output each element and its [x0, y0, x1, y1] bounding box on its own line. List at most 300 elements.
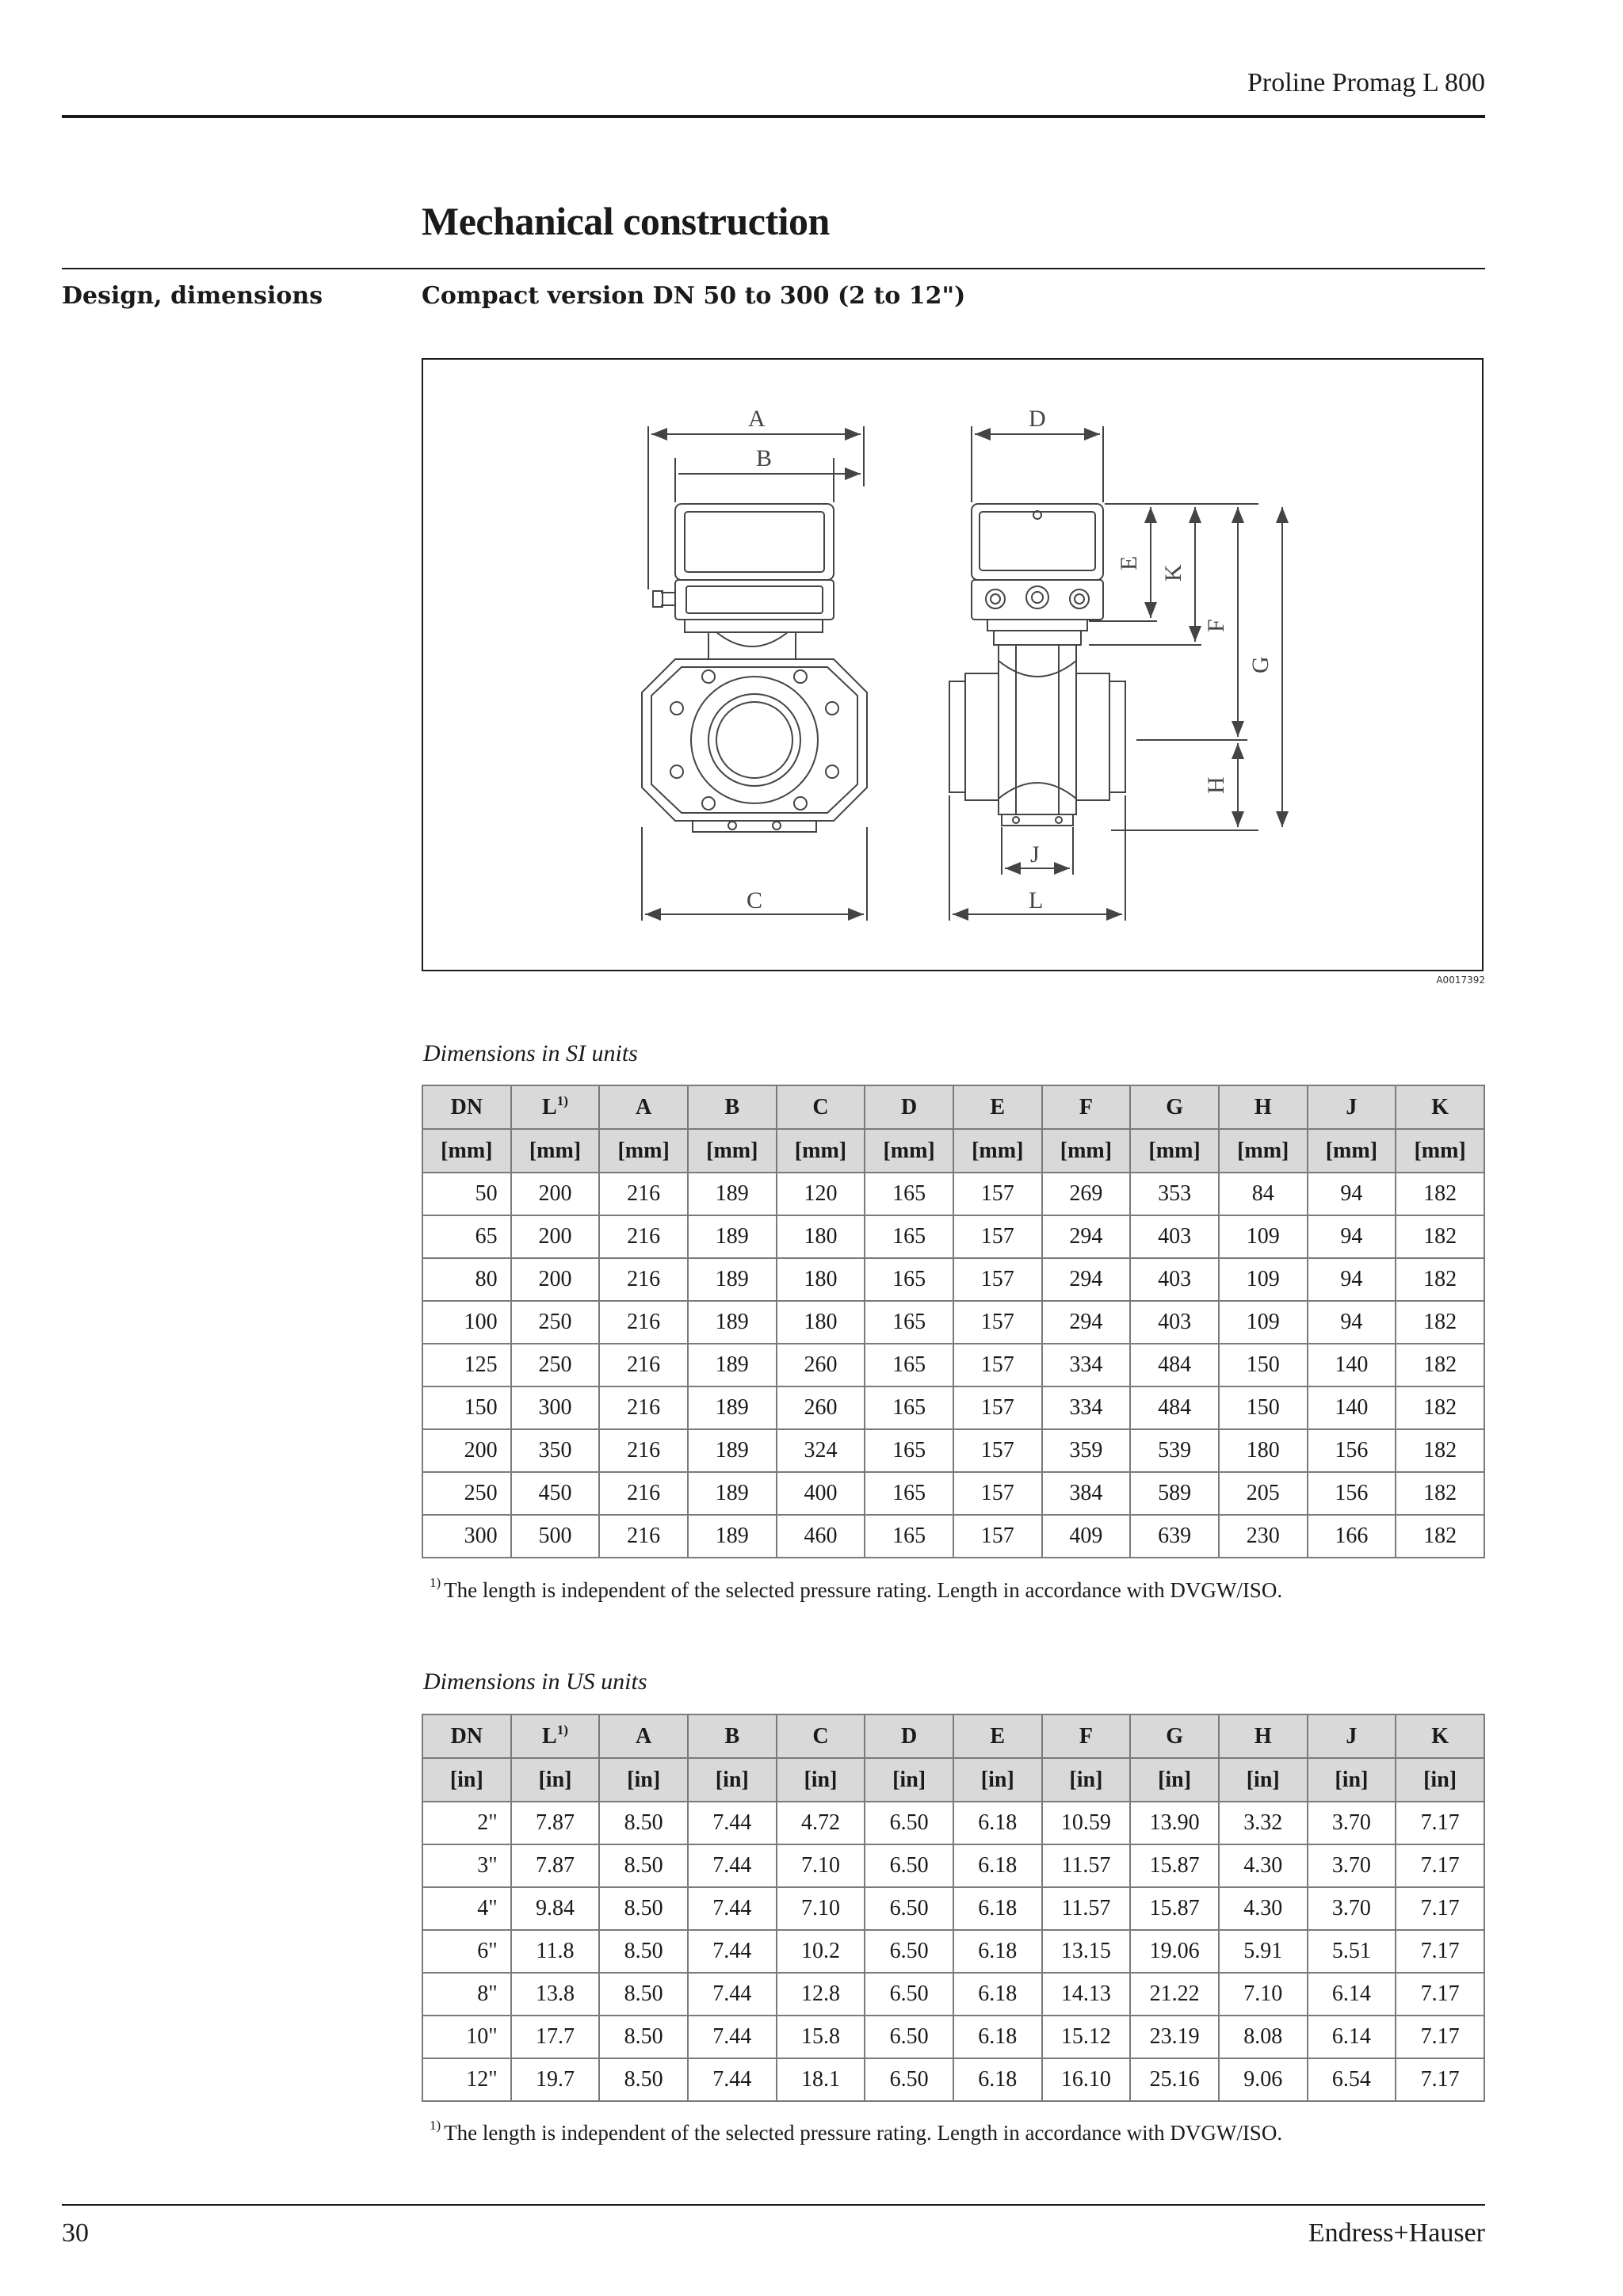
value-cell: 216	[599, 1472, 688, 1515]
column-header-label: K	[1431, 1723, 1449, 1749]
unit-cell: [mm]	[1219, 1129, 1308, 1173]
column-header	[865, 1714, 953, 1758]
value-cell: 109	[1219, 1301, 1308, 1344]
column-header-label: G	[1166, 1723, 1183, 1749]
value-cell: 140	[1308, 1344, 1396, 1386]
value-cell: 165	[865, 1258, 953, 1301]
value-cell: 294	[1042, 1215, 1131, 1258]
column-header	[1396, 1714, 1484, 1758]
value-cell: 157	[953, 1215, 1042, 1258]
value-cell: 109	[1219, 1215, 1308, 1258]
value-cell: 3.70	[1308, 1887, 1396, 1930]
value-cell: 7.87	[511, 1802, 600, 1844]
value-cell: 180	[777, 1215, 865, 1258]
value-cell: 269	[1042, 1173, 1131, 1215]
value-cell: 182	[1396, 1472, 1484, 1515]
column-header-label: L	[542, 1723, 557, 1749]
side-label: Design, dimensions	[62, 282, 323, 310]
column-header	[422, 1714, 511, 1758]
dim-label-e: E	[1116, 555, 1142, 570]
unit-cell: [mm]	[688, 1129, 777, 1173]
value-cell: 180	[777, 1258, 865, 1301]
value-cell: 165	[865, 1386, 953, 1429]
dim-label-f: F	[1203, 619, 1229, 632]
dim-label-k: K	[1160, 564, 1186, 582]
unit-cell: [in]	[1308, 1758, 1396, 1802]
value-cell: 180	[777, 1301, 865, 1344]
value-cell: 7.44	[688, 2016, 777, 2058]
unit-cell: [mm]	[953, 1129, 1042, 1173]
table-row	[422, 2058, 1484, 2101]
footer-divider	[62, 2204, 1485, 2206]
value-cell: 15.87	[1130, 1844, 1219, 1887]
value-cell: 5.51	[1308, 1930, 1396, 1973]
value-cell: 15.87	[1130, 1887, 1219, 1930]
value-cell: 11.57	[1042, 1887, 1131, 1930]
value-cell: 182	[1396, 1515, 1484, 1558]
value-cell: 353	[1130, 1173, 1219, 1215]
value-cell: 6.50	[865, 1930, 953, 1973]
value-cell: 157	[953, 1429, 1042, 1472]
column-header-label: A	[636, 1723, 652, 1749]
value-cell: 25.16	[1130, 2058, 1219, 2101]
value-cell: 182	[1396, 1429, 1484, 1472]
dn-cell: 8"	[422, 1973, 511, 2016]
column-header	[1130, 1714, 1219, 1758]
value-cell: 8.50	[599, 1802, 688, 1844]
column-header	[953, 1085, 1042, 1129]
value-cell: 324	[777, 1429, 865, 1472]
table-row	[422, 1930, 1484, 1973]
value-cell: 7.17	[1396, 2016, 1484, 2058]
dn-cell: 4"	[422, 1887, 511, 1930]
value-cell: 589	[1130, 1472, 1219, 1515]
column-header	[599, 1085, 688, 1129]
unit-cell: [mm]	[1042, 1129, 1131, 1173]
value-cell: 94	[1308, 1258, 1396, 1301]
column-header-label: F	[1079, 1723, 1093, 1749]
table-row	[422, 1887, 1484, 1930]
si-footnote-text: The length is independent of the selected pressure rating. Length in accordance with DVGW/ISO.	[444, 1578, 1283, 1602]
si-footnote	[430, 1575, 1283, 1603]
table-row	[422, 1844, 1484, 1887]
us-table-caption: Dimensions in US units	[423, 1669, 647, 1695]
value-cell: 7.44	[688, 1844, 777, 1887]
column-header-label: DN	[450, 1094, 483, 1119]
value-cell: 205	[1219, 1472, 1308, 1515]
dim-label-l: L	[1029, 887, 1044, 913]
value-cell: 150	[1219, 1386, 1308, 1429]
column-header-label: C	[812, 1723, 829, 1749]
value-cell: 7.44	[688, 2058, 777, 2101]
unit-cell: [in]	[422, 1758, 511, 1802]
dn-cell: 80	[422, 1258, 511, 1301]
value-cell: 13.15	[1042, 1930, 1131, 1973]
value-cell: 7.17	[1396, 1887, 1484, 1930]
unit-cell: [in]	[865, 1758, 953, 1802]
value-cell: 189	[688, 1515, 777, 1558]
value-cell: 120	[777, 1173, 865, 1215]
figure-code: A0017392	[1436, 974, 1485, 986]
value-cell: 7.17	[1396, 2058, 1484, 2101]
column-header-label: E	[990, 1094, 1006, 1119]
value-cell: 7.44	[688, 1973, 777, 2016]
value-cell: 156	[1308, 1472, 1396, 1515]
column-header	[1042, 1714, 1131, 1758]
value-cell: 165	[865, 1301, 953, 1344]
value-cell: 21.22	[1130, 1973, 1219, 2016]
column-header-label: C	[812, 1094, 829, 1119]
value-cell: 294	[1042, 1301, 1131, 1344]
value-cell: 6.50	[865, 1887, 953, 1930]
value-cell: 165	[865, 1215, 953, 1258]
value-cell: 140	[1308, 1386, 1396, 1429]
si-table-caption: Dimensions in SI units	[423, 1040, 638, 1066]
column-header	[688, 1085, 777, 1129]
value-cell: 6.14	[1308, 2016, 1396, 2058]
column-header-label: H	[1254, 1094, 1272, 1119]
column-header-label: J	[1346, 1094, 1358, 1119]
column-header	[1130, 1085, 1219, 1129]
unit-cell: [in]	[953, 1758, 1042, 1802]
column-header-label: A	[636, 1094, 652, 1119]
value-cell: 6.14	[1308, 1973, 1396, 2016]
value-cell: 8.50	[599, 2058, 688, 2101]
section-title: Mechanical construction	[422, 199, 830, 243]
dim-label-a: A	[748, 406, 766, 432]
unit-cell: [mm]	[777, 1129, 865, 1173]
value-cell: 294	[1042, 1258, 1131, 1301]
column-header	[1042, 1085, 1131, 1129]
value-cell: 150	[1219, 1344, 1308, 1386]
value-cell: 403	[1130, 1258, 1219, 1301]
value-cell: 4.72	[777, 1802, 865, 1844]
value-cell: 189	[688, 1301, 777, 1344]
value-cell: 13.90	[1130, 1802, 1219, 1844]
value-cell: 9.06	[1219, 2058, 1308, 2101]
unit-cell: [mm]	[599, 1129, 688, 1173]
value-cell: 12.8	[777, 1973, 865, 2016]
value-cell: 8.50	[599, 1887, 688, 1930]
value-cell: 182	[1396, 1301, 1484, 1344]
dn-cell: 3"	[422, 1844, 511, 1887]
value-cell: 94	[1308, 1301, 1396, 1344]
value-cell: 157	[953, 1258, 1042, 1301]
value-cell: 4.30	[1219, 1887, 1308, 1930]
value-cell: 6.50	[865, 2016, 953, 2058]
value-cell: 359	[1042, 1429, 1131, 1472]
column-header-label: B	[724, 1723, 740, 1749]
column-header	[777, 1714, 865, 1758]
value-cell: 165	[865, 1429, 953, 1472]
value-cell: 84	[1219, 1173, 1308, 1215]
value-cell: 4.30	[1219, 1844, 1308, 1887]
value-cell: 403	[1130, 1301, 1219, 1344]
value-cell: 260	[777, 1386, 865, 1429]
column-header	[865, 1085, 953, 1129]
section-divider	[62, 268, 1485, 269]
value-cell: 189	[688, 1386, 777, 1429]
value-cell: 300	[511, 1386, 600, 1429]
dn-cell: 200	[422, 1429, 511, 1472]
value-cell: 216	[599, 1258, 688, 1301]
side-body	[999, 645, 1076, 814]
column-header	[599, 1714, 688, 1758]
value-cell: 182	[1396, 1173, 1484, 1215]
dn-cell: 6"	[422, 1930, 511, 1973]
value-cell: 165	[865, 1472, 953, 1515]
value-cell: 5.91	[1219, 1930, 1308, 1973]
value-cell: 157	[953, 1173, 1042, 1215]
column-header-label: B	[724, 1094, 740, 1119]
column-header	[1219, 1085, 1308, 1129]
us-footnote	[430, 2118, 1283, 2145]
side-housing	[972, 504, 1103, 580]
subsection-title: Compact version DN 50 to 300 (2 to 12")	[422, 282, 966, 310]
value-cell: 189	[688, 1344, 777, 1386]
value-cell: 165	[865, 1515, 953, 1558]
column-header-label: J	[1346, 1723, 1358, 1749]
value-cell: 334	[1042, 1386, 1131, 1429]
unit-cell: [mm]	[1130, 1129, 1219, 1173]
value-cell: 6.50	[865, 1844, 953, 1887]
header-footnote-mark: 1)	[556, 1722, 568, 1737]
value-cell: 182	[1396, 1344, 1484, 1386]
value-cell: 14.13	[1042, 1973, 1131, 2016]
value-cell: 11.8	[511, 1930, 600, 1973]
value-cell: 7.17	[1396, 1802, 1484, 1844]
value-cell: 165	[865, 1344, 953, 1386]
column-header-label: D	[900, 1723, 918, 1749]
unit-cell: [mm]	[511, 1129, 600, 1173]
value-cell: 484	[1130, 1386, 1219, 1429]
value-cell: 216	[599, 1215, 688, 1258]
value-cell: 157	[953, 1515, 1042, 1558]
column-header-label: F	[1079, 1094, 1093, 1119]
unit-cell: [in]	[777, 1758, 865, 1802]
column-header-label: H	[1254, 1723, 1272, 1749]
column-header-label: G	[1166, 1094, 1183, 1119]
value-cell: 13.8	[511, 1973, 600, 2016]
column-header-label: DN	[450, 1723, 483, 1749]
value-cell: 403	[1130, 1215, 1219, 1258]
value-cell: 216	[599, 1301, 688, 1344]
value-cell: 182	[1396, 1386, 1484, 1429]
value-cell: 3.70	[1308, 1844, 1396, 1887]
value-cell: 350	[511, 1429, 600, 1472]
value-cell: 334	[1042, 1344, 1131, 1386]
dn-cell: 100	[422, 1301, 511, 1344]
value-cell: 189	[688, 1173, 777, 1215]
value-cell: 182	[1396, 1215, 1484, 1258]
value-cell: 17.7	[511, 2016, 600, 2058]
dimension-drawing	[422, 358, 1484, 971]
column-header	[1308, 1085, 1396, 1129]
value-cell: 189	[688, 1472, 777, 1515]
value-cell: 400	[777, 1472, 865, 1515]
unit-cell: [mm]	[1308, 1129, 1396, 1173]
table-units-row	[422, 1758, 1484, 1802]
dn-cell: 2"	[422, 1802, 511, 1844]
dn-cell: 50	[422, 1173, 511, 1215]
unit-cell: [in]	[599, 1758, 688, 1802]
table-row	[422, 1344, 1484, 1386]
unit-cell: [in]	[1042, 1758, 1131, 1802]
table-row	[422, 1258, 1484, 1301]
value-cell: 8.50	[599, 1973, 688, 2016]
us-footnote-text: The length is independent of the selected pressure rating. Length in accordance with DVGW/ISO.	[444, 2121, 1283, 2145]
value-cell: 180	[1219, 1429, 1308, 1472]
header-product-name: Proline Promag L 800	[1247, 68, 1485, 97]
unit-cell: [mm]	[422, 1129, 511, 1173]
table-row	[422, 1429, 1484, 1472]
si-dimensions-table	[422, 1085, 1485, 1558]
us-dimensions-table	[422, 1714, 1485, 2102]
value-cell: 9.84	[511, 1887, 600, 1930]
value-cell: 200	[511, 1258, 600, 1301]
value-cell: 260	[777, 1344, 865, 1386]
value-cell: 7.44	[688, 1802, 777, 1844]
value-cell: 19.06	[1130, 1930, 1219, 1973]
dim-label-h: H	[1203, 776, 1229, 794]
front-flange	[642, 659, 867, 821]
dim-label-c: C	[747, 887, 763, 913]
footer-brand: Endress+Hauser	[1308, 2218, 1485, 2248]
value-cell: 165	[865, 1173, 953, 1215]
column-header	[777, 1085, 865, 1129]
value-cell: 15.8	[777, 2016, 865, 2058]
front-housing	[675, 504, 834, 580]
header-divider	[62, 115, 1485, 118]
value-cell: 450	[511, 1472, 600, 1515]
unit-cell: [in]	[688, 1758, 777, 1802]
table-row	[422, 1386, 1484, 1429]
value-cell: 6.54	[1308, 2058, 1396, 2101]
unit-cell: [in]	[1219, 1758, 1308, 1802]
value-cell: 15.12	[1042, 2016, 1131, 2058]
unit-cell: [in]	[511, 1758, 600, 1802]
value-cell: 8.08	[1219, 2016, 1308, 2058]
value-cell: 8.50	[599, 1844, 688, 1887]
value-cell: 216	[599, 1386, 688, 1429]
value-cell: 157	[953, 1301, 1042, 1344]
value-cell: 6.18	[953, 2016, 1042, 2058]
dim-label-g: G	[1247, 656, 1274, 673]
value-cell: 500	[511, 1515, 600, 1558]
table-row	[422, 1515, 1484, 1558]
si-footnote-mark: 1)	[430, 1575, 441, 1590]
dn-cell: 10"	[422, 2016, 511, 2058]
dn-cell: 125	[422, 1344, 511, 1386]
value-cell: 7.17	[1396, 1973, 1484, 2016]
value-cell: 7.10	[1219, 1973, 1308, 2016]
value-cell: 166	[1308, 1515, 1396, 1558]
value-cell: 460	[777, 1515, 865, 1558]
value-cell: 7.44	[688, 1930, 777, 1973]
value-cell: 216	[599, 1344, 688, 1386]
value-cell: 7.10	[777, 1844, 865, 1887]
table-row	[422, 1301, 1484, 1344]
value-cell: 484	[1130, 1344, 1219, 1386]
dn-cell: 250	[422, 1472, 511, 1515]
value-cell: 157	[953, 1472, 1042, 1515]
unit-cell: [mm]	[1396, 1129, 1484, 1173]
value-cell: 109	[1219, 1258, 1308, 1301]
value-cell: 94	[1308, 1173, 1396, 1215]
value-cell: 639	[1130, 1515, 1219, 1558]
value-cell: 189	[688, 1258, 777, 1301]
column-header	[688, 1714, 777, 1758]
value-cell: 182	[1396, 1258, 1484, 1301]
unit-cell: [in]	[1396, 1758, 1484, 1802]
value-cell: 200	[511, 1215, 600, 1258]
value-cell: 10.59	[1042, 1802, 1131, 1844]
table-row	[422, 1472, 1484, 1515]
unit-cell: [in]	[1130, 1758, 1219, 1802]
value-cell: 94	[1308, 1215, 1396, 1258]
dn-cell: 12"	[422, 2058, 511, 2101]
value-cell: 8.50	[599, 2016, 688, 2058]
value-cell: 539	[1130, 1429, 1219, 1472]
value-cell: 216	[599, 1429, 688, 1472]
column-header	[511, 1714, 600, 1758]
value-cell: 16.10	[1042, 2058, 1131, 2101]
value-cell: 157	[953, 1344, 1042, 1386]
value-cell: 7.10	[777, 1887, 865, 1930]
value-cell: 6.18	[953, 1802, 1042, 1844]
value-cell: 250	[511, 1344, 600, 1386]
column-header	[511, 1085, 600, 1129]
value-cell: 409	[1042, 1515, 1131, 1558]
value-cell: 3.32	[1219, 1802, 1308, 1844]
value-cell: 157	[953, 1386, 1042, 1429]
column-header-label: L	[542, 1094, 557, 1119]
value-cell: 6.18	[953, 1887, 1042, 1930]
column-header	[953, 1714, 1042, 1758]
dim-label-d: D	[1029, 406, 1046, 432]
column-header-label: E	[990, 1723, 1006, 1749]
table-row	[422, 1215, 1484, 1258]
table-header-row	[422, 1714, 1484, 1758]
dn-cell: 150	[422, 1386, 511, 1429]
value-cell: 19.7	[511, 2058, 600, 2101]
value-cell: 8.50	[599, 1930, 688, 1973]
value-cell: 23.19	[1130, 2016, 1219, 2058]
page-number: 30	[62, 2218, 89, 2248]
us-footnote-mark: 1)	[430, 2118, 441, 2133]
table-header-row	[422, 1085, 1484, 1129]
unit-cell: [mm]	[865, 1129, 953, 1173]
table-row	[422, 1802, 1484, 1844]
table-row	[422, 1173, 1484, 1215]
value-cell: 384	[1042, 1472, 1131, 1515]
value-cell: 7.87	[511, 1844, 600, 1887]
value-cell: 6.50	[865, 1973, 953, 2016]
dn-cell: 65	[422, 1215, 511, 1258]
value-cell: 3.70	[1308, 1802, 1396, 1844]
value-cell: 216	[599, 1515, 688, 1558]
value-cell: 250	[511, 1301, 600, 1344]
column-header	[1308, 1714, 1396, 1758]
column-header	[1219, 1714, 1308, 1758]
value-cell: 6.18	[953, 1844, 1042, 1887]
table-row	[422, 1973, 1484, 2016]
dn-cell: 300	[422, 1515, 511, 1558]
column-header-label: D	[900, 1094, 918, 1119]
value-cell: 200	[511, 1173, 600, 1215]
column-header	[1396, 1085, 1484, 1129]
value-cell: 216	[599, 1173, 688, 1215]
